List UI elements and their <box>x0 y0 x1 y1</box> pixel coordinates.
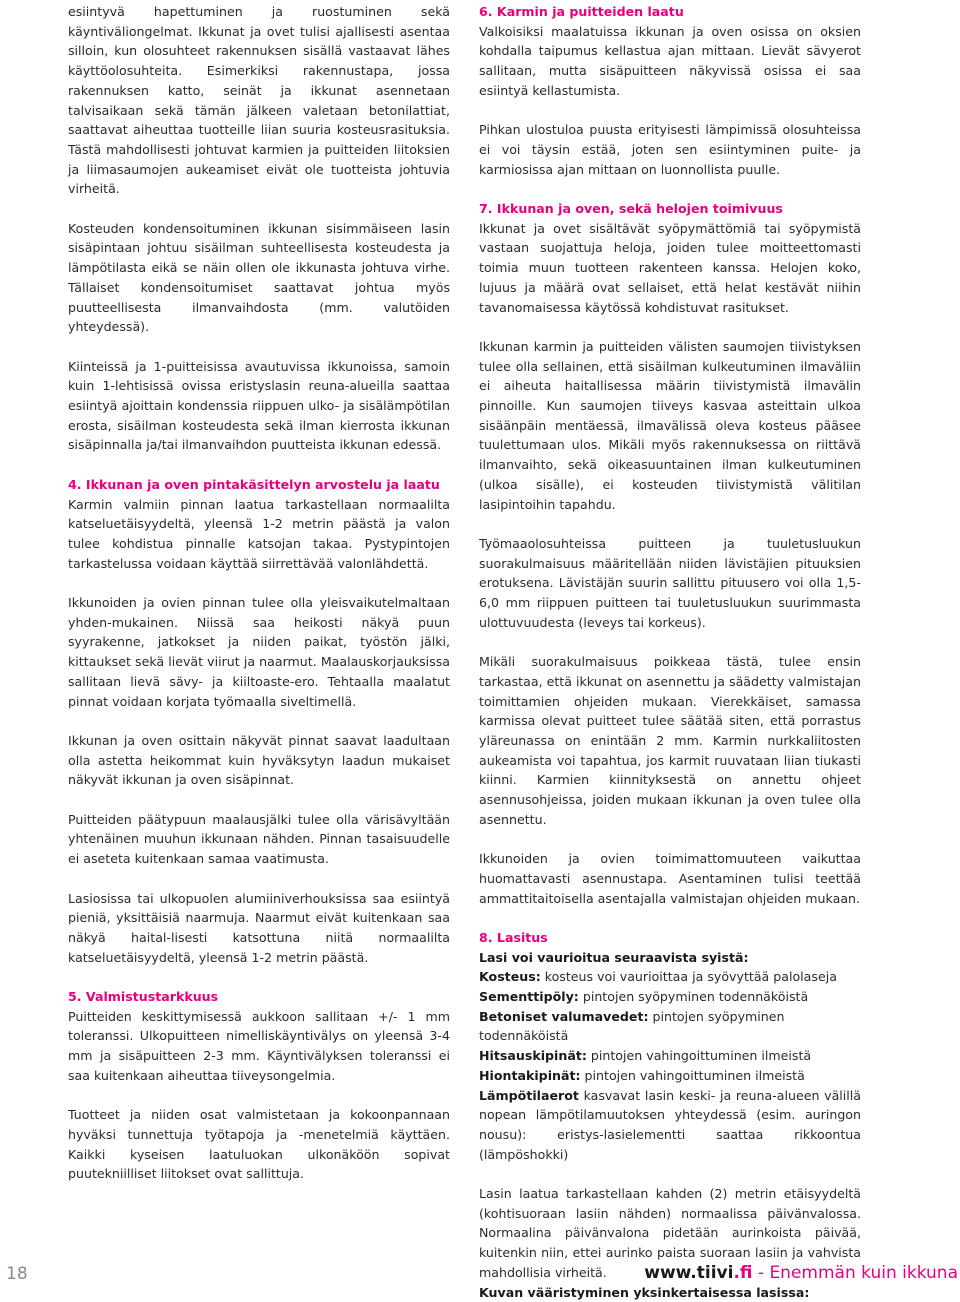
cause-text: kasvavat lasin keski- ja reuna-alueen välillä nopean lämpötilamuutoksen yhteydessä (esim. auringon nousu): eristys-lasielementti saattaa rikkoontua (lämpöshokki) <box>479 1087 861 1162</box>
glass-damage-title: Lasi voi vaurioitua seuraavista syistä: <box>479 949 749 965</box>
right-column <box>479 2 861 1302</box>
cause-text: pintojen vahingoittuminen ilmeistä <box>586 1048 812 1064</box>
paragraph: Karmin valmiin pinnan laatua tarkastellaan normaalilta katseluetäisyydeltä, yleensä 1-2 metrin päästä ja valon tulee kohdistua pinnalle katsojan takaa. Pystypintojen tarkastelussa voidaan käyttää siirrettävää valonlähdettä. <box>68 496 450 571</box>
glass-damage-list <box>479 948 861 1165</box>
paragraph: Puitteiden päätypuun maalausjälki tulee olla värisävyltään yhtenäinen muuhun ikkunaan nähden. Pinnan tasaisuudelle ei aseteta kuitenkaan samaa vaatimusta. <box>68 811 450 867</box>
cause-item <box>479 1046 861 1066</box>
paragraph: esiintyvä hapettuminen ja ruostuminen sekä käyntiväliongelmat. Ikkunat ja ovet tulisi ajallisesti asentaa silloin, kun olosuhteet rakennuksen sisällä vastaavat lähes käyttöolosuhteita. Esimerkiksi rakennustapa, jossa rakennuksen katto, seinät ja ikkunat asennetaan talvisaikaan sekä tämän jälkeen valetaan betonilattiat, saattavat aiheuttaa tuotteille liian suuria kosteusrasituksia. Tästä mahdollisesti johtuvat karmien ja puitteiden liitoksien ja liimasaumojen aukeamiset eivät ole tuotteista johtuvia virheitä. <box>68 4 450 197</box>
image-distortion-heading: Kuvan vääristyminen yksinkertaisessa lasissa: <box>479 1284 810 1300</box>
paragraph: Ikkunat ja ovet sisältävät syöpymättömiä tai syöpymistä vastaan suojattuja heloja, joiden tulee moitteettomasti toimia muun tuotteen rakenteen kanssa. Helojen koko, lujuus ja määrä ovat sellaiset, että helat kestävät niihin tavanomaisessa käytössä kohdistuvat rasitukset. <box>479 220 861 315</box>
section-heading-4: 4. Ikkunan ja oven pintakäsittelyn arvostelu ja laatu <box>68 476 440 492</box>
cause-label: Sementtipöly: <box>479 989 579 1005</box>
cause-text: pintojen vahingoittuminen ilmeistä <box>580 1067 805 1083</box>
section-heading-6: 6. Karmin ja puitteiden laatu <box>479 4 684 19</box>
paragraph: Puitteiden keskittymisessä aukkoon sallitaan +/- 1 mm toleranssi. Ulkopuitteen nimelliskäyntivälys on yleensä 3-4 mm ja sisäpuitteen 2-3 mm. Käyntivälyksen toleranssi ei saa kuitenkaan aiheuttaa tiiveysongelmia. <box>68 1008 450 1083</box>
paragraph: Tuotteet ja niiden osat valmistetaan ja kokoonpannaan hyväksi tunnettuja työtapoja ja -menetelmiä käyttäen. Kaikki kyseisen laatuluokan ulkonäköön sopivat puutekniilliset liitokset ovat sallittuja. <box>68 1107 450 1182</box>
cause-label: Lämpötilaerot <box>479 1087 579 1103</box>
paragraph: Ikkunan ja oven osittain näkyvät pinnat saavat laadultaan olla astetta heikommat kuin hyväksytyn laadun mukaiset näkyvät ikkunan ja oven sisäpinnat. <box>68 732 450 788</box>
cause-text: pintojen syöpyminen todennäköistä <box>578 989 809 1005</box>
footer <box>644 1263 958 1283</box>
paragraph: Kosteuden kondensoituminen ikkunan sisimmäiseen lasin sisäpintaan johtuu sisäilman suhteellisesta kosteudesta ja lämpötilasta eikä se näin ollen ole ikkunasta johtuva virhe. Tällaiset kondensoitumiset saattavat johtua myös puutteellisesta ilmanvaihdosta (mm. valutöiden yhteydessä). <box>68 220 450 335</box>
paragraph-text: Lasin laatua tarkastellaan kahden (2) metrin etäisyydeltä (kohtisuoraan lasiin nähden) normaalissa päivänvalossa. Normaalina päivänvalona pidetään aurinkoista päivää, kuitenkin niin, ettei aurinko paista suoraan lasiin ja vahvista mahdollisia virheitä. <box>479 1186 861 1280</box>
slogan: - Enemmän kuin ikkuna <box>752 1263 958 1283</box>
cause-label: Kosteus: <box>479 969 541 985</box>
url-tld: .fi <box>733 1263 753 1283</box>
paragraph: Pihkan ulostuloa puusta erityisesti lämpimissä olosuhteissa ei voi täysin estää, joten sen esiintyminen puite- ja karmiosissa ajan mittaan on luonnollista puulle. <box>479 122 861 177</box>
cause-text: pintojen syöpyminen todennäköistä <box>479 1008 785 1044</box>
website-link[interactable] <box>644 1263 752 1283</box>
page-number: 18 <box>6 1264 28 1284</box>
section-heading-7: 7. Ikkunan ja oven, sekä helojen toimivuus <box>479 201 783 216</box>
paragraph: Valkoisiksi maalatuissa ikkunan ja oven osissa on oksien kohdalla taipumus kellastua ajan mittaan. Lievät sävyerot sallitaan, mutta sisäpuitteen näkyvissä osissa ei saa esiintyä kellastumista. <box>479 23 861 98</box>
paragraph: Ikkunoiden ja ovien pinnan tulee olla yleisvaikutelmaltaan yhden-mukainen. Niissä saa heikosti näkyä puun syyrakenne, jatkokset ja niiden paikat, työstön jälki, kittaukset sekä lievät viirut ja naarmut. Maalauskorjauksissa sallitaan lievä sävy- ja kiiltoaste-ero. Tehtaalla maalatut pinnat voidaan korjata työmaalla siveltimellä. <box>68 595 450 709</box>
cause-item <box>479 1066 861 1086</box>
cause-item <box>479 967 861 987</box>
paragraph: Lasiosissa tai ulkopuolen alumiiniverhouksissa saa esiintyä pieniä, yksittäisiä naarmuja. Naarmut eivät kuitenkaan saa näkyä haital-lisesti katsottuna niitä normaalilta katseluetäisyydeltä, yleensä 1-2 metrin päästä. <box>68 890 450 965</box>
paragraph <box>479 1184 861 1302</box>
url-main: www.tiivi <box>644 1263 734 1283</box>
section-heading-5: 5. Valmistustarkkuus <box>68 989 219 1005</box>
paragraph: Työmaaolosuhteissa puitteen ja tuuletusluukun suorakulmaisuus määritellään niiden lävistäjien pituuksien erotuksena. Lävistäjän suurin sallittu pituusero voi olla 1,5-6,0 mm riippuen puitteen tai tuuletusluukun suurimmasta ulottuvuudesta (leveys tai korkeus). <box>479 535 861 630</box>
cause-text: kosteus voi vaurioittaa ja syövyttää palolaseja <box>540 969 837 985</box>
paragraph: Ikkunan karmin ja puitteiden välisten saumojen tiivistyksen tulee olla sellainen, että sisäilman kulkeutuminen ilmaväliin ei aiheuta haitallisessa määrin tiivistymistä ilmavälin pinnoille. Kun saumojen tiiveys kasvaa asteittain ulkoa sisäänpäin mentäessä, ilmavälissä oleva kosteus pääsee tuulettumaan ulos. Mikäli myös rakennuksessa on riittävä ilmanvaihto, sekä oikeasuuntainen ilman kulkeutuminen (ulkoa sisälle), ei kosteuden tiivistymistä välitilan lasipintoihin tapahdu. <box>479 338 861 512</box>
cause-item <box>479 1086 861 1165</box>
cause-label: Betoniset valumavedet: <box>479 1008 649 1024</box>
cause-label: Hitsauskipinät: <box>479 1048 587 1064</box>
cause-label: Hiontakipinät: <box>479 1067 581 1083</box>
cause-item <box>479 1007 861 1046</box>
cause-item <box>479 987 861 1007</box>
section-heading-8: 8. Lasitus <box>479 929 548 945</box>
left-column <box>68 2 450 1184</box>
paragraph: Kiinteissä ja 1-puitteisissa avautuvissa ikkunoissa, samoin kuin 1-lehtisissä ovissa eristyslasin reuna-alueilla saattaa esiintyä ajoittain kondenssia riippuen ulko- ja sisälämpötilan erosta, sisäilman kosteudesta sekä ilman kierrosta ikkunan sisäpinnalla ja/tai ilmanvaihdon puutteista ikkunan edessä. <box>68 358 450 453</box>
paragraph: Ikkunoiden ja ovien toimimattomuuteen vaikuttaa huomattavasti asennustapa. Asentaminen tulisi teettää ammattitaitoisella asentajalla valmistajan ohjeiden mukaan. <box>479 851 861 906</box>
paragraph: Mikäli suorakulmaisuus poikkeaa tästä, tulee ensin tarkastaa, että ikkunat on asennettu ja säädetty valmistajan toimittamien ohjeiden mukaan. Vierekkäiset, samassa karmissa olevat puitteet tulee säätää siten, että porrastus yläreunassa on enintään 2 mm. Karmin nurkkaliitosten aukeamista voi tapahtua, jos karmit ruuvataan liian tiukasti kiinni. Karmien kiinnityksestä on annettu ohjeet asennusohjeissa, joiden mukaan ikkunan ja oven tulee olla asennettu. <box>479 654 861 827</box>
